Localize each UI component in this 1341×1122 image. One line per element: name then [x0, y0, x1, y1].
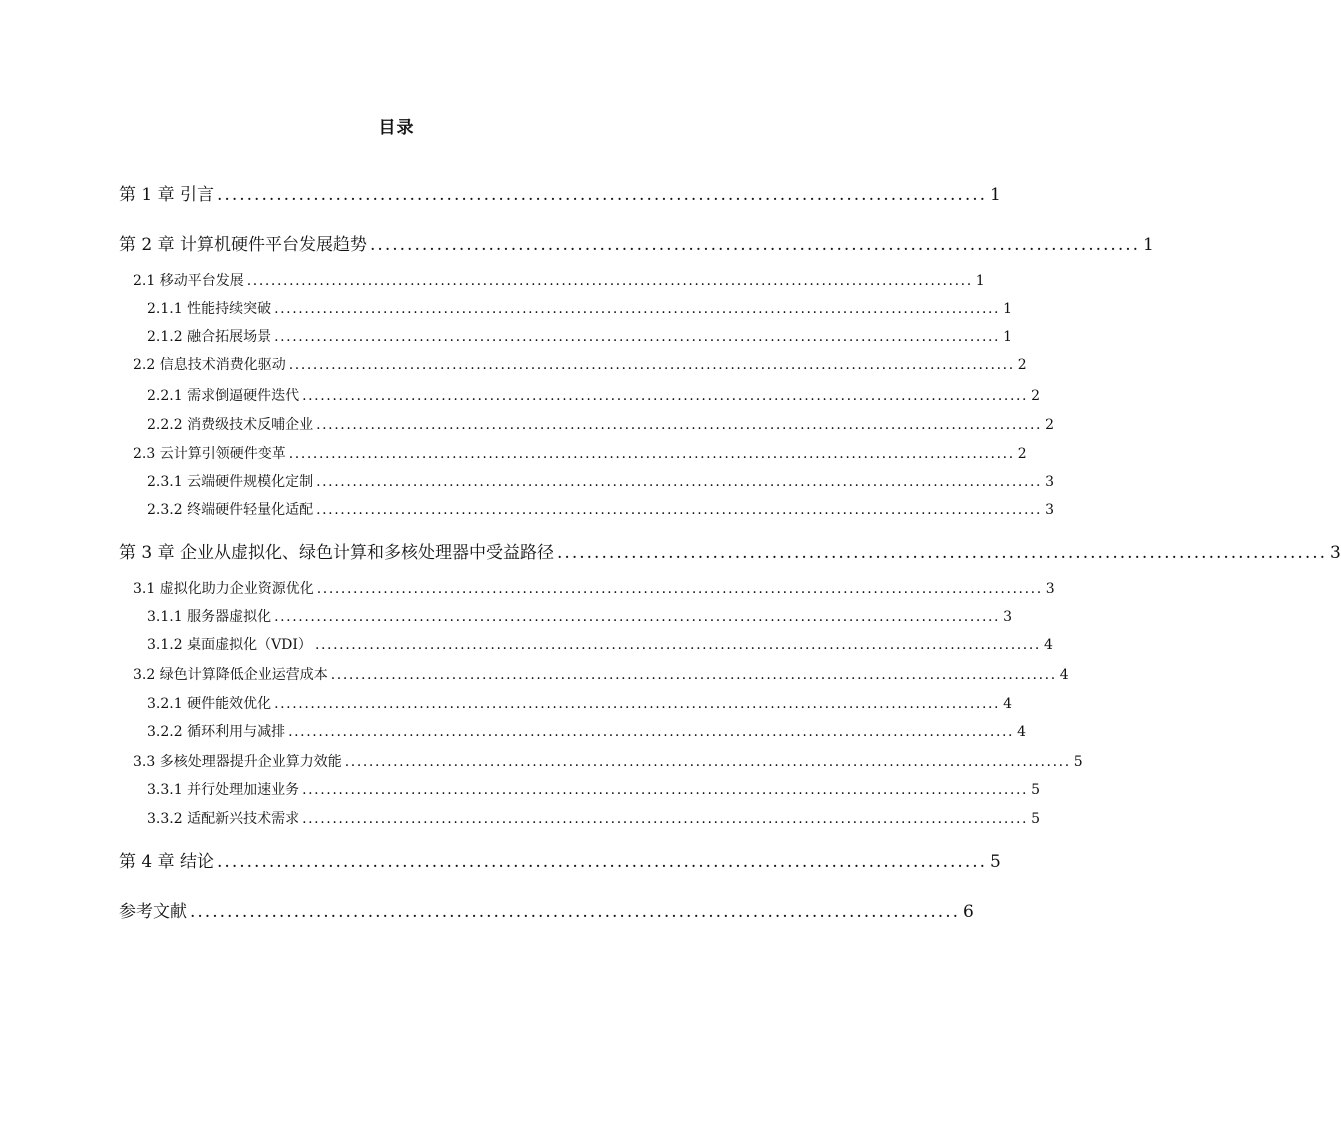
toc-entry-label: 3.2 绿色计算降低企业运营成本	[133, 667, 328, 683]
toc-entry-label: 3.3.1 并行处理加速业务	[147, 782, 300, 798]
toc-entry-subsection-2-2-2[interactable]	[147, 414, 1055, 434]
toc-entry-subsection-3-3-1[interactable]	[147, 779, 1041, 799]
dot-leader: ........................................................................................................................	[302, 811, 1029, 827]
toc-entry-subsection-3-1-2[interactable]	[147, 634, 1053, 654]
toc-entry-subsection-2-1-2[interactable]	[147, 326, 1013, 346]
toc-entry-label: 3.2.2 循环利用与减排	[147, 724, 286, 740]
dot-leader: ........................................................................................................................	[288, 446, 1015, 462]
toc-entry-page: 1	[990, 185, 1001, 205]
dot-leader: ........................................................................................................	[370, 235, 1141, 255]
toc-entry-label: 2.3.2 终端硬件轻量化适配	[147, 502, 314, 518]
toc-entry-label: 参考文献	[119, 902, 187, 922]
dot-leader: ........................................................................................................	[557, 543, 1328, 563]
toc-entry-label: 2.2.2 消费级技术反哺企业	[147, 417, 314, 433]
toc-entry-page: 1	[1003, 329, 1013, 345]
dot-leader: ........................................................................................................	[217, 852, 988, 872]
toc-entry-chapter-4[interactable]	[119, 847, 1001, 872]
toc-entry-page: 6	[963, 902, 974, 922]
dot-leader: ........................................................................................................................	[288, 357, 1015, 373]
toc-entry-section-2-1[interactable]	[133, 270, 985, 290]
toc-entry-page: 5	[1073, 754, 1083, 770]
dot-leader: ........................................................................................................................	[274, 329, 1001, 345]
toc-entry-page: 3	[1045, 502, 1055, 518]
dot-leader: ........................................................................................................................	[274, 609, 1001, 625]
dot-leader: ........................................................................................................................	[316, 474, 1043, 490]
toc-entry-label: 3.2.1 硬件能效优化	[147, 696, 272, 712]
toc-entry-label: 2.2 信息技术消费化驱动	[133, 357, 286, 373]
dot-leader: ........................................................................................................................	[274, 301, 1001, 317]
toc-entry-page: 5	[1031, 782, 1041, 798]
toc-entry-label: 第 1 章 引言	[119, 185, 215, 205]
toc-entry-label: 第 4 章 结论	[119, 852, 215, 872]
toc-entry-subsection-3-3-2[interactable]	[147, 808, 1041, 828]
dot-leader: ........................................................................................................................	[302, 782, 1029, 798]
toc-entry-label: 2.3.1 云端硬件规模化定制	[147, 474, 314, 490]
toc-entry-page: 1	[1143, 235, 1154, 255]
toc-entry-page: 4	[1017, 724, 1027, 740]
toc-entry-page: 1	[975, 273, 985, 289]
toc-entry-section-3-3[interactable]	[133, 751, 1083, 771]
toc-entry-subsection-3-2-1[interactable]	[147, 693, 1013, 713]
toc-entry-label: 3.1.1 服务器虚拟化	[147, 609, 272, 625]
toc-entry-page: 1	[1003, 301, 1013, 317]
toc-entry-subsection-2-2-1[interactable]	[147, 385, 1041, 405]
toc-entry-chapter-3[interactable]	[119, 538, 1341, 563]
dot-leader: ........................................................................................................	[190, 902, 960, 922]
dot-leader: ........................................................................................................................	[246, 273, 973, 289]
dot-leader: ........................................................................................................................	[316, 581, 1043, 597]
dot-leader: ........................................................................................................................	[344, 754, 1071, 770]
dot-leader: ........................................................................................................................	[316, 417, 1043, 433]
page-title: 目录	[378, 118, 415, 138]
toc-entry-chapter-1[interactable]	[119, 180, 1001, 205]
toc-entry-page: 3	[1003, 609, 1013, 625]
toc-entry-page: 4	[1043, 637, 1053, 653]
toc-entry-label: 2.2.1 需求倒逼硬件迭代	[147, 388, 300, 404]
toc-entry-page: 3	[1330, 543, 1341, 563]
toc-entry-chapter-2[interactable]	[119, 230, 1154, 255]
toc-entry-page: 4	[1059, 667, 1069, 683]
toc-entry-page: 2	[1031, 388, 1041, 404]
dot-leader: ........................................................................................................................	[274, 696, 1001, 712]
toc-entry-page: 2	[1045, 417, 1055, 433]
dot-leader: ........................................................................................................	[217, 185, 988, 205]
toc-entry-subsection-3-1-1[interactable]	[147, 606, 1013, 626]
toc-entry-references[interactable]	[119, 897, 974, 922]
toc-entry-label: 第 2 章 计算机硬件平台发展趋势	[119, 235, 368, 255]
toc-entry-page: 5	[1031, 811, 1041, 827]
toc-entry-page: 5	[990, 852, 1001, 872]
toc-entry-label: 第 3 章 企业从虚拟化、绿色计算和多核处理器中受益路径	[119, 543, 555, 563]
toc-entry-label: 3.1.2 桌面虚拟化（VDI）	[147, 637, 312, 653]
toc-entry-label: 2.1.1 性能持续突破	[147, 301, 272, 317]
toc-entry-section-2-3[interactable]	[133, 443, 1027, 463]
toc-entry-label: 3.3.2 适配新兴技术需求	[147, 811, 300, 827]
toc-entry-section-3-2[interactable]	[133, 664, 1069, 684]
toc-entry-page: 3	[1045, 474, 1055, 490]
dot-leader: ........................................................................................................................	[330, 667, 1057, 683]
toc-entry-page: 2	[1017, 446, 1027, 462]
toc-entry-subsection-2-1-1[interactable]	[147, 298, 1013, 318]
toc-entry-label: 2.1 移动平台发展	[133, 273, 244, 289]
toc-entry-label: 3.3 多核处理器提升企业算力效能	[133, 754, 342, 770]
dot-leader: ........................................................................................................................	[302, 388, 1029, 404]
toc-entry-label: 2.1.2 融合拓展场景	[147, 329, 272, 345]
toc-entry-section-2-2[interactable]	[133, 354, 1027, 374]
toc-entry-page: 2	[1017, 357, 1027, 373]
toc-entry-subsection-2-3-1[interactable]	[147, 471, 1055, 491]
dot-leader: ........................................................................................................................	[316, 502, 1043, 518]
dot-leader: ........................................................................................................................	[288, 724, 1015, 740]
toc-entry-page: 3	[1045, 581, 1055, 597]
toc-entry-page: 4	[1003, 696, 1013, 712]
toc-entry-label: 2.3 云计算引领硬件变革	[133, 446, 286, 462]
toc-entry-label: 3.1 虚拟化助力企业资源优化	[133, 581, 314, 597]
dot-leader: ........................................................................................................................	[314, 637, 1041, 653]
toc-entry-subsection-2-3-2[interactable]	[147, 499, 1055, 519]
toc-entry-subsection-3-2-2[interactable]	[147, 721, 1027, 741]
toc-entry-section-3-1[interactable]	[133, 578, 1055, 598]
